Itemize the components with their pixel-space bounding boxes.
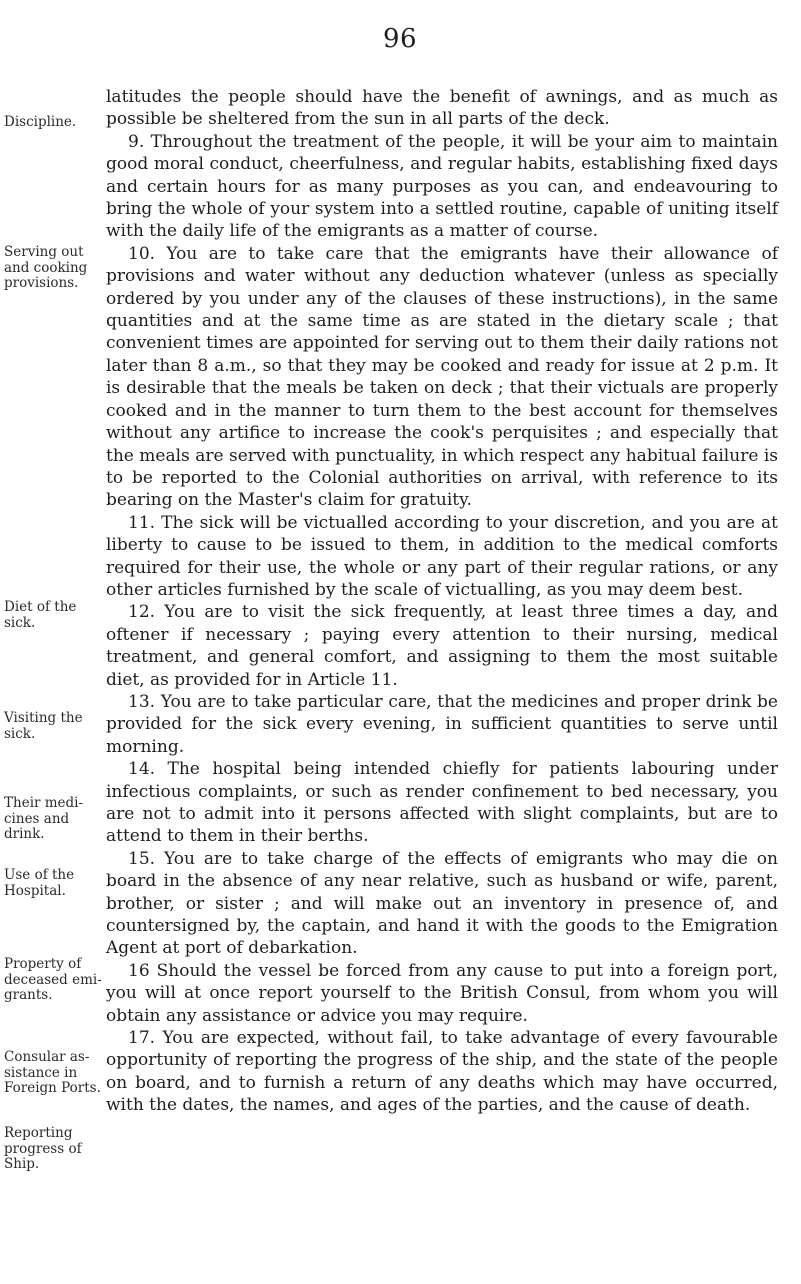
paragraph-14: 14. The hospital being intended chiefly for patients labouring under infectious complaints, or such as render confinement to bed necessary, you are not to admit into it persons affected with slight complaints, but are to attend to them in their berths.	[106, 759, 778, 847]
page-number: 96	[383, 24, 418, 54]
margin-note-medicines: Their medi- cines and drink.	[4, 795, 84, 842]
margin-note-serving-provisions: Serving out and cooking provisions.	[4, 244, 88, 291]
paragraph-13: 13. You are to take particular care, that the medicines and proper drink be provided for the sick every evening, in sufficient quantities to serve until morning.	[106, 691, 778, 757]
margin-note-diet-of-sick: Diet of the sick.	[4, 599, 77, 631]
paragraph-10: 10. You are to take care that the emigrants have their allowance of provisions and water without any deduction whatever (unless as specially ordered by you under any of the clauses of these instructions), in the same quantities and at the same time as are stated in the dietary scale ; that convenient times are appointed for serving out to them their daily rations not later than 8 a.m., so that they may be cooked and ready for issue at 2 p.m. It is desirable that the meals be taken on deck ; that their victuals are properly cooked and in the manner to turn them to the best account for themselves without any artifice to increase the cook's perquisites ; and especially that the meals are served with punctuality, in which respect any habitual failure is to be reported to the Colonial authorities on arrival, with reference to its bearing on the Master's claim for gratuity.	[106, 243, 778, 511]
paragraph-17: 17. You are expected, without fail, to take advantage of every favourable opportunity of reporting the progress of the ship, and the state of the people on board, and to furnish a return of any deaths which may have occurred, with the dates, the names, and ages of the parties, and the cause of death.	[106, 1028, 778, 1116]
paragraph-12: 12. You are to visit the sick frequently, at least three times a day, and oftener if necessary ; paying every attention to their nursing, medical treatment, and general comfort, and assigning to them the most suitable diet, as provided for in Article 11.	[106, 602, 778, 690]
margin-note-consular: Consular as- sistance in Foreign Ports.	[4, 1049, 101, 1096]
margin-note-reporting: Reporting progress of Ship.	[4, 1125, 82, 1172]
paragraph-continuation: latitudes the people should have the benefit of awnings, and as much as possible be sheltered from the sun in all parts of the deck.	[106, 87, 778, 130]
paragraph-11: 11. The sick will be victualled according to your discretion, and you are at liberty to cause to be issued to them, in addition to the medical comforts required for their use, the whole or any part of their regular rations, or any other articles furnished by the scale of victualling, as you may deem best.	[106, 512, 778, 600]
margin-note-property: Property of deceased emi- grants.	[4, 956, 102, 1003]
paragraph-9: 9. Throughout the treatment of the people, it will be your aim to maintain good moral conduct, cheerfulness, and regular habits, establishing fixed days and certain hours for as many purposes as you can, and endeavouring to bring the whole of your system into a settled routine, capable of uniting itself with the daily life of the emigrants as a matter of course.	[106, 131, 778, 242]
paragraph-16: 16 Should the vessel be forced from any cause to put into a foreign port, you will at once report yourself to the British Consul, from whom you will obtain any assistance or advice you may require.	[106, 960, 778, 1026]
body-text	[106, 86, 778, 1117]
margin-note-discipline: Discipline.	[4, 114, 77, 130]
margin-note-hospital: Use of the Hospital.	[4, 867, 75, 899]
paragraph-15: 15. You are to take charge of the effects of emigrants who may die on board in the absence of any near relative, such as husband or wife, parent, brother, or sister ; and will make out an inventory in presence of, and countersigned by, the captain, and hand it with the goods to the Emigration Agent at port of debarkation.	[106, 848, 778, 959]
margin-note-visiting-sick: Visiting the sick.	[4, 710, 83, 742]
margin-notes	[4, 0, 100, 1284]
